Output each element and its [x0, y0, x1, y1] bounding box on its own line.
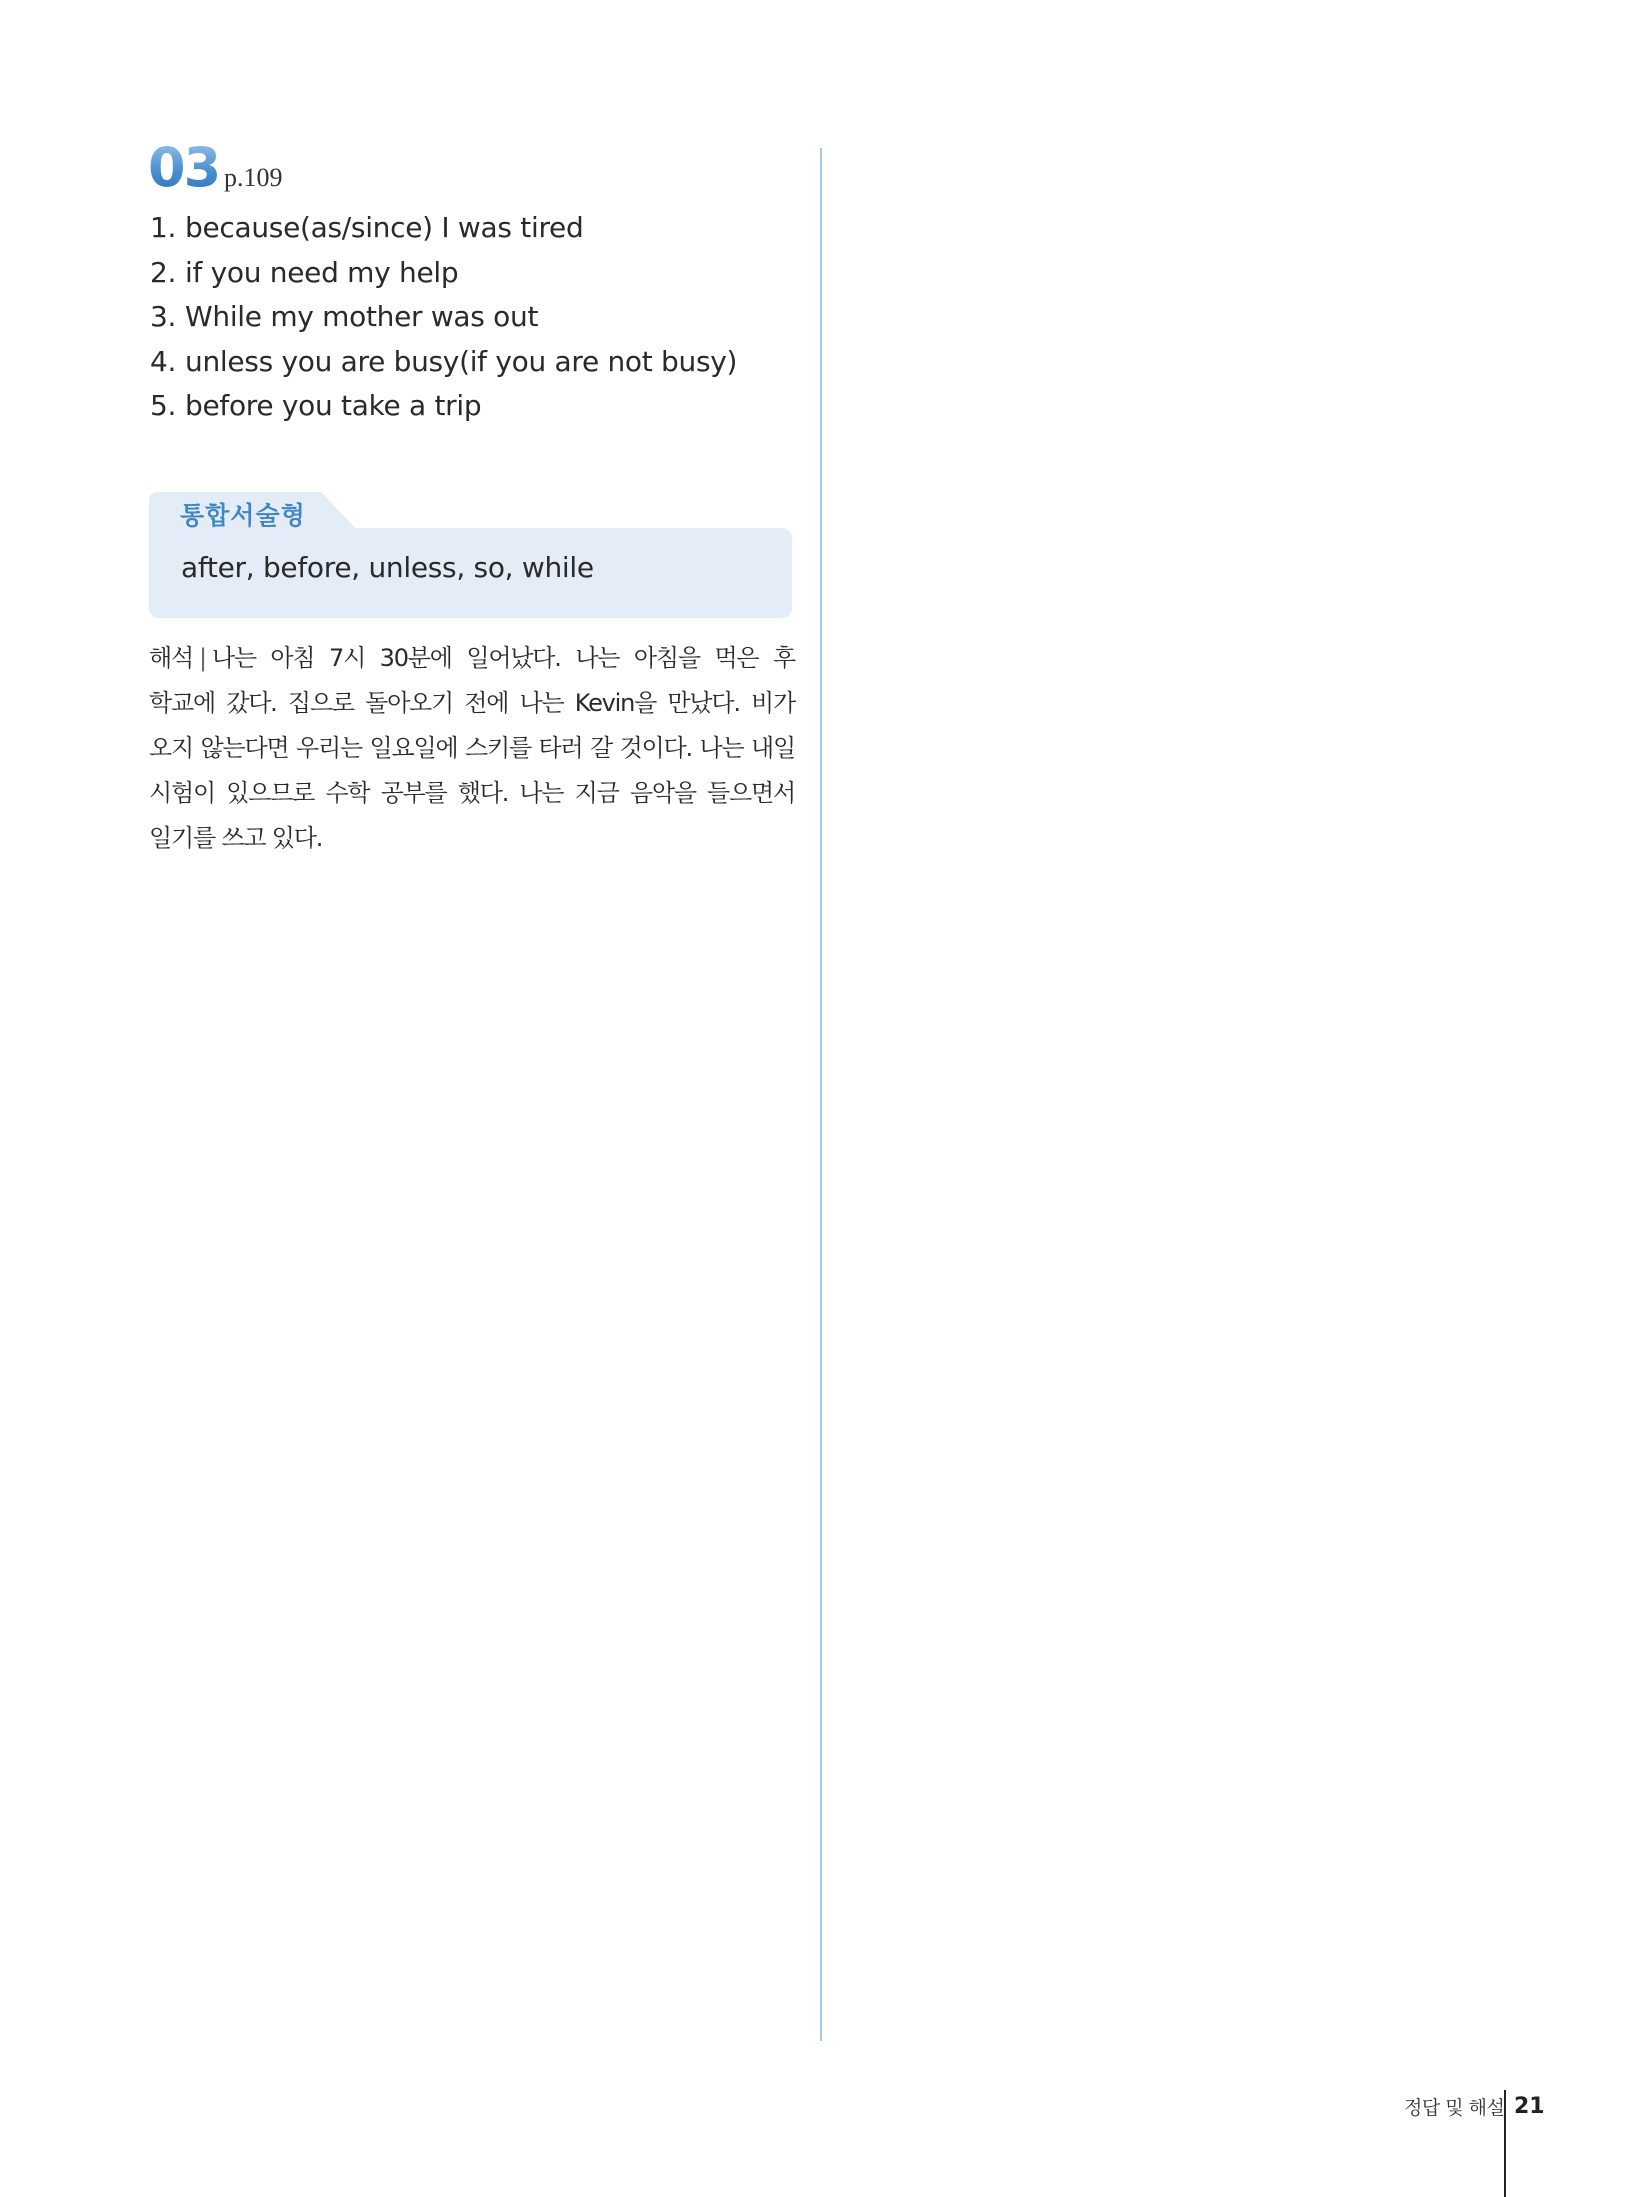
answer-item — [150, 295, 790, 340]
section-page-reference: p.109 — [224, 163, 283, 192]
answer-text: While my mother was out — [185, 300, 539, 334]
translation-text: 나는 아침 7시 30분에 일어났다. 나는 아침을 먹은 후 학교에 갔다. 집으로 돌아오기 전에 나는 Kevin을 만났다. 비가 오지 않는다면 우리는 일요일에 스키를 타러 갈 것이다. 나는 내일 시험이 있으므로 수학 공부를 했다. 나는 지금 음악을 들으면서 일기를 쓰고 있다. — [149, 644, 795, 852]
answer-text: unless you are busy(if you are not busy) — [185, 344, 738, 378]
answer-item — [150, 340, 790, 385]
answer-number: 4. — [150, 344, 177, 378]
page-number: 21 — [1514, 2094, 1545, 2119]
combined-writing-label: 통합서술형 — [180, 501, 306, 530]
translation-label: 해석 — [149, 644, 193, 672]
answer-text: if you need my help — [185, 255, 459, 289]
translation-paragraph — [149, 636, 795, 861]
translation-separator: | — [198, 644, 206, 672]
answer-text: because(as/since) I was tired — [185, 211, 584, 244]
answer-number: 1. — [150, 211, 177, 244]
answer-text: before you take a trip — [185, 389, 482, 423]
answer-number: 3. — [150, 300, 177, 334]
combined-writing-answer: after, before, unless, so, while — [181, 551, 594, 584]
answer-number: 2. — [150, 255, 177, 289]
footer-label: 정답 및 해설 — [1404, 2097, 1505, 2119]
answer-item — [150, 384, 790, 429]
answer-number: 5. — [150, 389, 177, 423]
answer-item — [150, 251, 790, 296]
column-divider — [820, 148, 822, 2041]
section-number: 03 — [148, 136, 220, 199]
answer-item — [150, 206, 790, 251]
footer-divider — [1504, 2090, 1506, 2197]
answer-list — [150, 206, 790, 429]
